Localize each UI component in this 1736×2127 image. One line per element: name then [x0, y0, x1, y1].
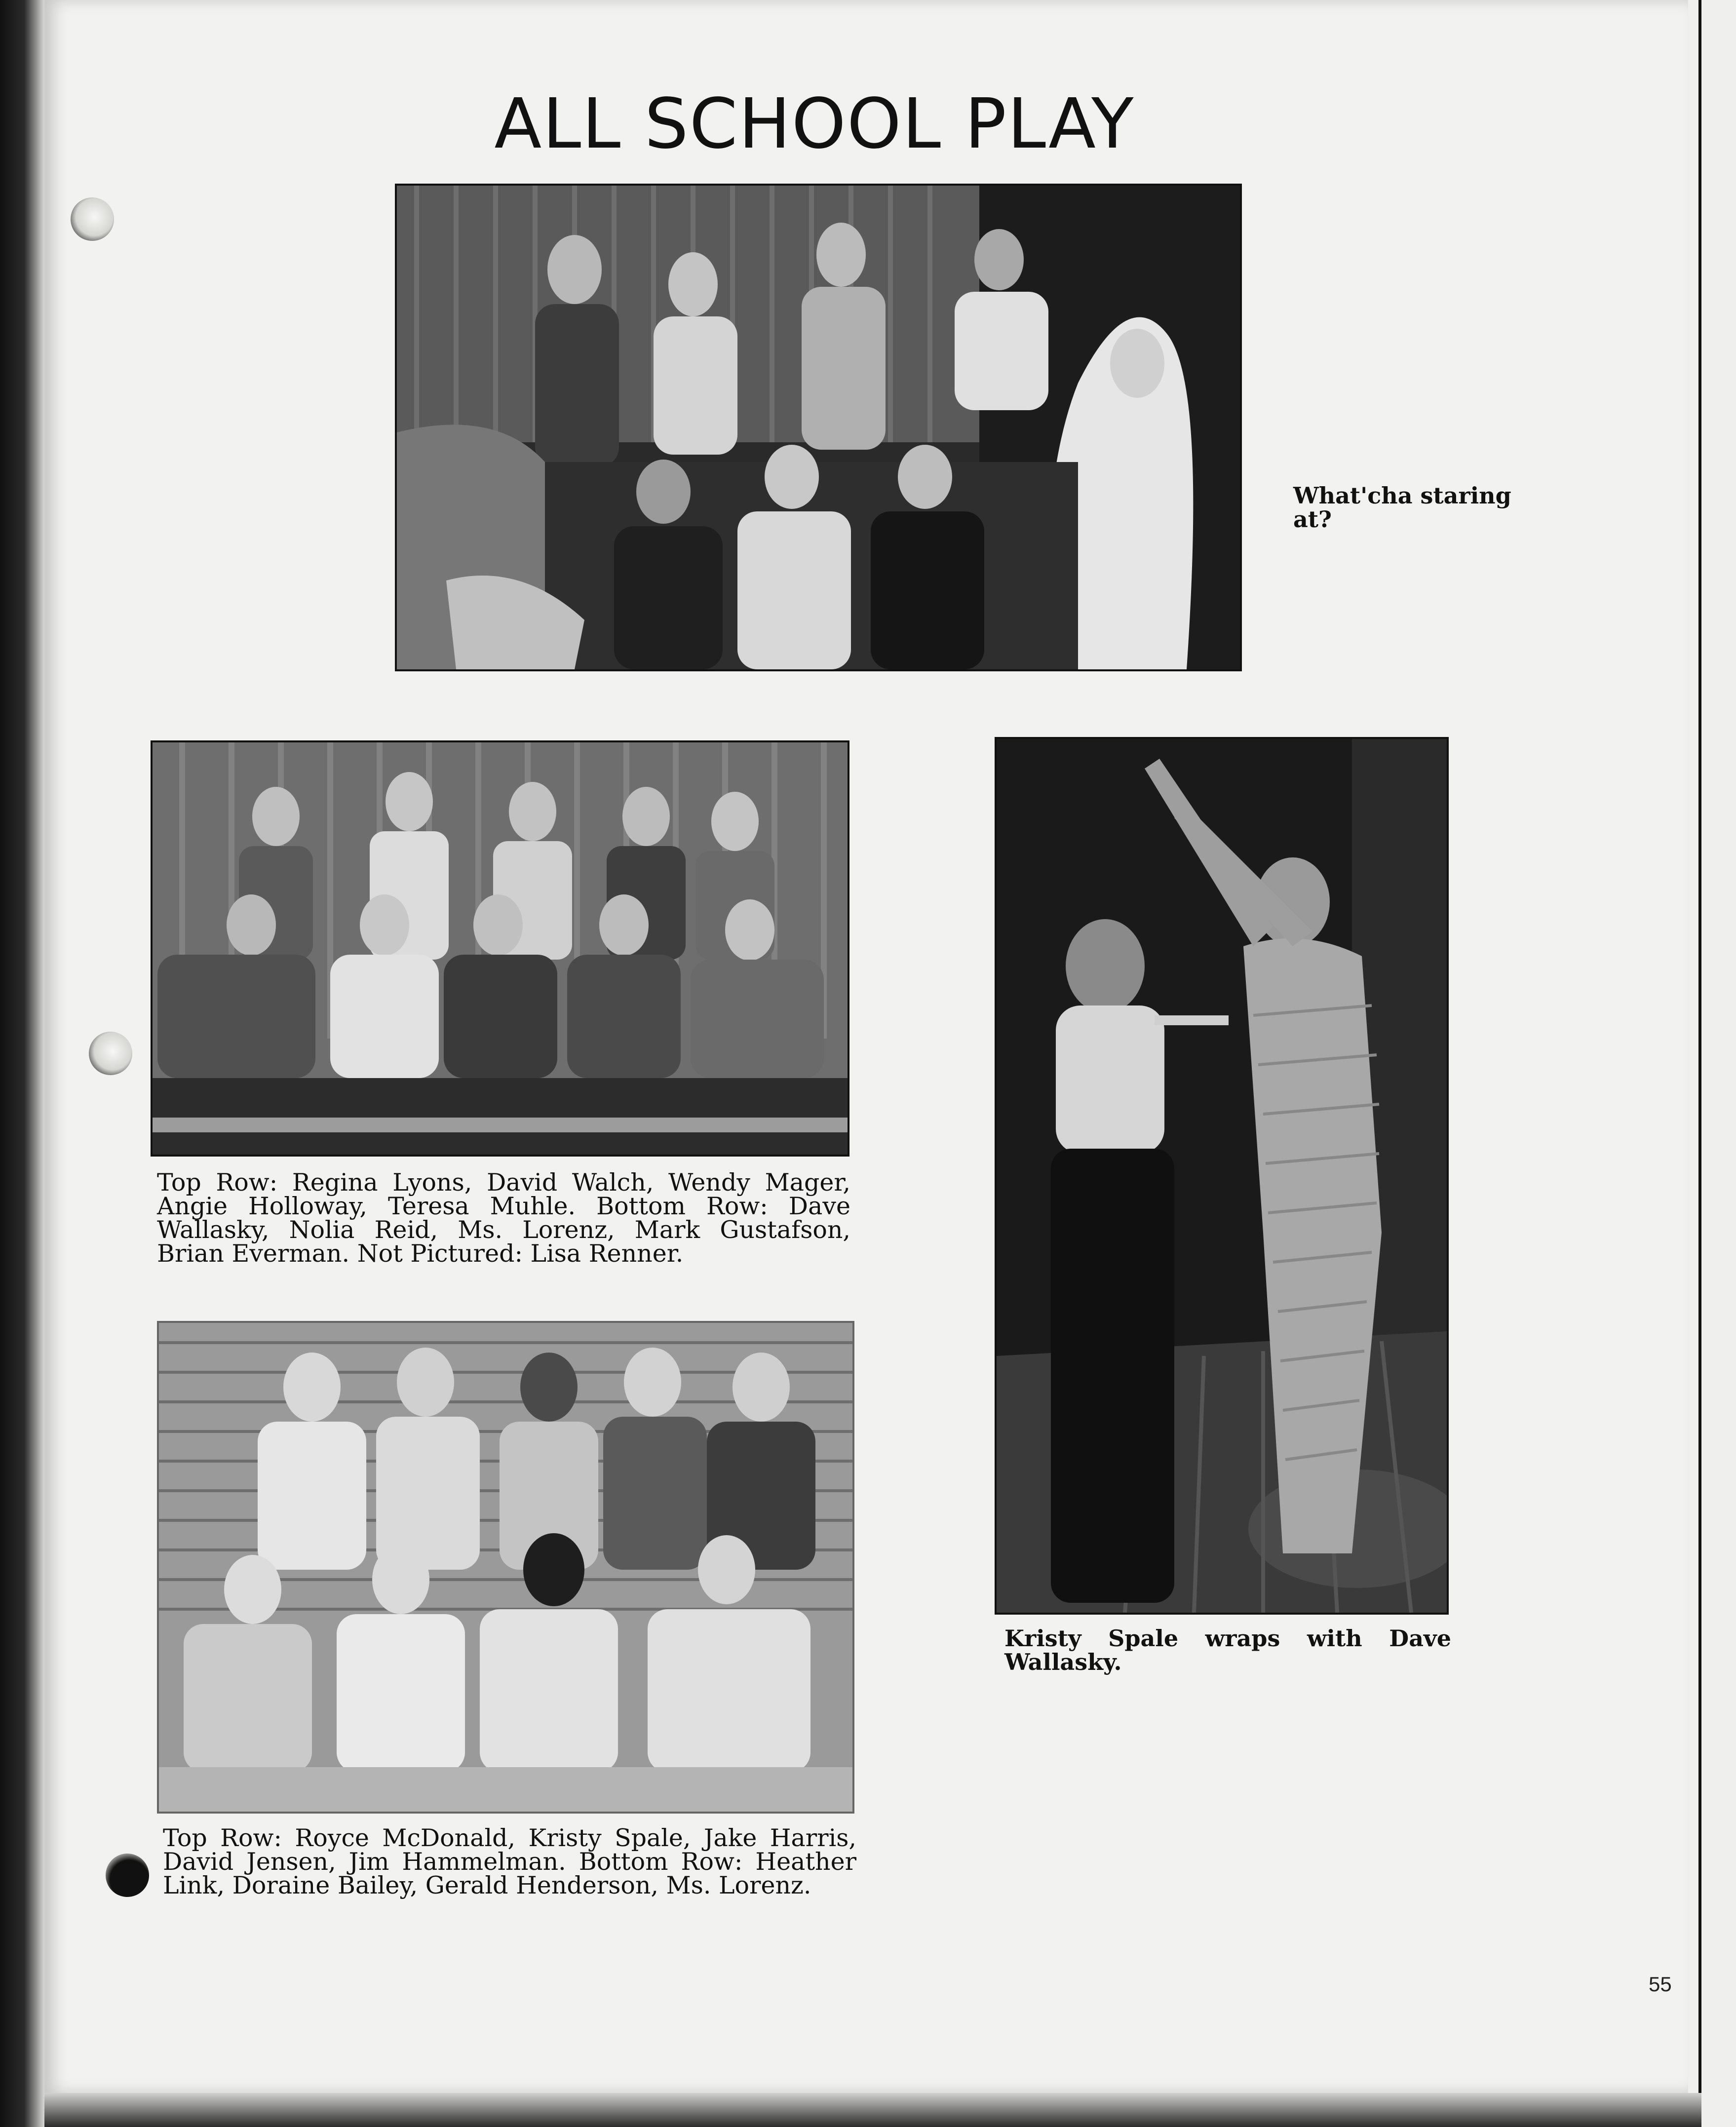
- stage-cast-caption: What'cha staring at?: [1293, 482, 1511, 533]
- mummy-scene-caption: Kristy Spale wraps with Dave Wallasky.: [1004, 1625, 1451, 1675]
- paper-bottom-edge: [44, 2093, 1701, 2127]
- stage-cast-photo: [395, 184, 1242, 671]
- group-two-photo: [157, 1321, 854, 1814]
- group-one-caption: Top Row: Regina Lyons, David Walch, Wendy Mager, Angie Holloway, Teresa Muhle. Bottom Row: Dave Wallasky, Nolia Reid, Ms. Lorenz, Mark Gustafson, Brian Everman. Not Pictured: Lisa Renner.: [157, 1168, 850, 1268]
- page-title: ALL SCHOOL PLAY: [494, 84, 1135, 164]
- group-one-photo: [151, 740, 849, 1157]
- group-two-caption: Top Row: Royce McDonald, Kristy Spale, Jake Harris, David Jensen, Jim Hammelman. Bottom Row: Heather Link, Doraine Bailey, Gerald Henderson, Ms. Lorenz.: [163, 1824, 856, 1899]
- paper-edge: [1698, 0, 1701, 2127]
- binder-hole-middle: [89, 1032, 132, 1075]
- mummy-scene-photo: [995, 737, 1449, 1615]
- binding-edge: [0, 0, 44, 2127]
- binder-hole-top: [71, 197, 114, 241]
- binder-hole-bottom: [106, 1854, 149, 1897]
- page-number: 55: [1649, 1972, 1672, 1996]
